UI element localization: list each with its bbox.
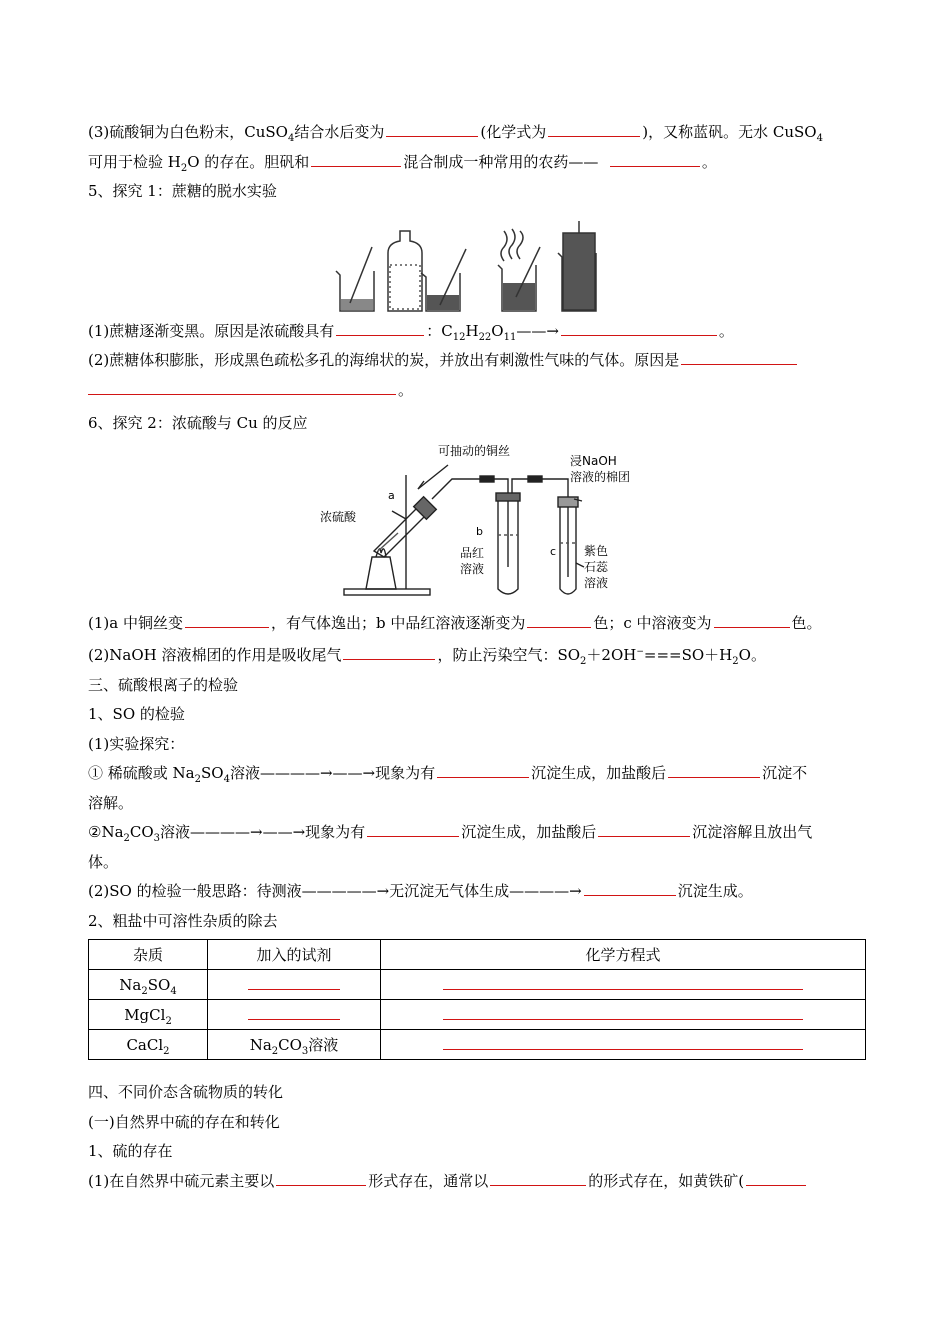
label-a: a xyxy=(388,488,395,502)
blank[interactable] xyxy=(746,1168,806,1186)
equation-cell[interactable] xyxy=(381,970,866,1000)
figure-sucrose-experiment xyxy=(88,207,866,317)
reagent-cell[interactable] xyxy=(208,1000,381,1030)
para-3-r2: $②Na_2CO_3$溶液————→——→现象为有 沉淀生成，加盐酸后 沉淀溶解且放出气 xyxy=(88,818,866,848)
label-acid: 浓硫酸 xyxy=(320,509,357,524)
para-5-2-cont: 。 xyxy=(88,376,866,406)
para-4-3: (1)在自然界中硫元素主要以 形式存在，通常以 的形式存在，如黄铁矿( xyxy=(88,1167,866,1197)
equation-cell[interactable] xyxy=(381,1030,866,1060)
blank[interactable] xyxy=(490,1168,586,1186)
section-4-1: (一)自然界中硫的存在和转化 xyxy=(88,1112,280,1131)
reagent-cell: $Na_2CO_3$溶液 xyxy=(208,1030,381,1060)
blank[interactable] xyxy=(714,610,790,628)
label-naoh-2: 溶液的棉团 xyxy=(570,469,631,484)
reagent-cell[interactable] xyxy=(208,970,381,1000)
table-row xyxy=(89,970,866,1000)
label-zise-1: 紫色 xyxy=(584,543,609,558)
label-wire: 可抽动的铜丝 xyxy=(438,443,511,458)
label-pinhong-1: 品红 xyxy=(460,545,485,560)
blank[interactable] xyxy=(386,119,478,137)
impurity-cell: $Na_2SO_4$ xyxy=(89,970,208,1000)
label-zise-2: 石蕊 xyxy=(584,559,609,574)
section-6-title: 6、探究 2：浓硫酸与 Cu 的反应 xyxy=(88,414,308,432)
para-5-1: (1)蔗糖逐渐变黑。原因是浓硫酸具有 ：$C_{12}H_{22}O_{11}——\to$ 。 xyxy=(88,317,866,347)
label-naoh-1: 浸NaOH xyxy=(570,453,617,468)
blank[interactable] xyxy=(681,347,797,365)
blank[interactable] xyxy=(276,1168,366,1186)
table-header: 化学方程式 xyxy=(381,940,866,970)
equation-cell[interactable] xyxy=(381,1000,866,1030)
beakers-illustration xyxy=(88,207,866,317)
section-3-title: 三、硫酸根离子的检验 xyxy=(88,675,239,694)
section-4-title: 四、不同价态含硫物质的转化 xyxy=(88,1083,284,1101)
blank[interactable] xyxy=(311,149,401,167)
para-3-r1: ① 稀硫酸或 $Na_2SO_4$溶液————→——→现象为有 沉淀生成，加盐酸后 沉淀不 xyxy=(88,759,866,789)
section-4-2: 1、硫的存在 xyxy=(88,1142,173,1160)
table-header: 杂质 xyxy=(89,940,208,970)
para-5-2: (2)蔗糖体积膨胀，形成黑色疏松多孔的海绵状的炭，并放出有刺激性气味的气体。原因是 xyxy=(88,346,866,376)
blank[interactable] xyxy=(527,610,591,628)
table-header: 加入的试剂 xyxy=(208,940,381,970)
label-zise-3: 溶液 xyxy=(584,575,609,590)
document-page xyxy=(88,118,866,1196)
para-3-r3: (2)SO 的检验一般思路：待测液—————→无沉淀无气体生成————→ 沉淀生成。 xyxy=(88,877,866,907)
blank[interactable] xyxy=(343,642,435,660)
impurity-table xyxy=(88,939,866,1060)
blank[interactable] xyxy=(584,878,676,896)
label-pinhong-2: 溶液 xyxy=(460,561,485,576)
label-b: b xyxy=(476,524,483,538)
blank[interactable] xyxy=(88,377,396,395)
blank[interactable] xyxy=(367,819,459,837)
section-3-exp: (1)实验探究： xyxy=(88,734,185,753)
blank[interactable] xyxy=(598,819,690,837)
section-3-2: 2、粗盐中可溶性杂质的除去 xyxy=(88,911,278,930)
section-3-1: 1、SO 的检验 xyxy=(88,705,185,723)
table-row xyxy=(89,1000,866,1030)
blank[interactable] xyxy=(336,318,424,336)
blank[interactable] xyxy=(610,149,700,167)
impurity-cell: MgCl$_2$ xyxy=(89,1000,208,1030)
apparatus-illustration xyxy=(88,439,866,609)
para-copper-sulfate: (3)硫酸铜为白色粉末，CuSO$_4$结合水后变为 (化学式为 )，又称蓝矾。无水 CuSO$_4$ 可用于检验 $H_2O$ 的存在。胆矾和 混合制成一种常用的农药—— 。 xyxy=(88,118,866,177)
table-row xyxy=(89,1030,866,1060)
blank[interactable] xyxy=(561,318,717,336)
para-6-2: (2)NaOH 溶液棉团的作用是吸收尾气 ，防止污染空气：$SO_2+2OH^-===SO+H_2O$。 xyxy=(88,638,866,671)
para-3-r1-cont: 溶解。 xyxy=(88,793,134,812)
para-6-1: (1)a 中铜丝变 ，有气体逸出；b 中品红溶液逐渐变为 色；c 中溶液变为 色。 xyxy=(88,609,866,639)
label-c: c xyxy=(550,544,557,558)
table-header-row xyxy=(89,940,866,970)
blank[interactable] xyxy=(548,119,640,137)
figure-cu-reaction xyxy=(88,439,866,609)
blank[interactable] xyxy=(437,760,529,778)
impurity-cell: CaCl$_2$ xyxy=(89,1030,208,1060)
blank[interactable] xyxy=(185,610,269,628)
blank[interactable] xyxy=(668,760,760,778)
para-3-r2-cont: 体。 xyxy=(88,852,119,871)
section-5-title: 5、探究 1：蔗糖的脱水实验 xyxy=(88,182,277,200)
